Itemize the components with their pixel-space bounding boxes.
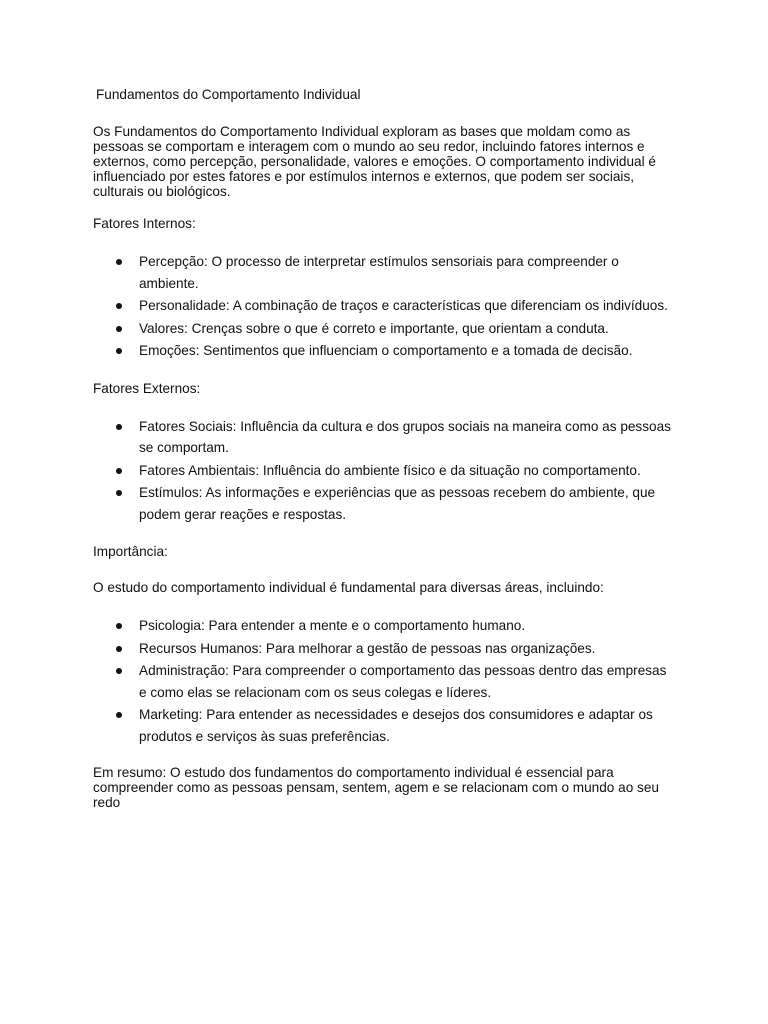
internal-factors-heading: Fatores Internos:: [93, 216, 196, 231]
list-item-text: Fatores Sociais: Influência da cultura e dos grupos sociais na maneira como as pessoas se comportam.: [139, 418, 671, 455]
list-item-text: Marketing: Para entender as necessidades e desejos dos consumidores e adaptar os produtos e serviços às suas preferências.: [139, 707, 653, 744]
list-item: [93, 482, 673, 525]
list-item: [93, 295, 673, 317]
importance-intro: O estudo do comportamento individual é fundamental para diversas áreas, incluindo:: [93, 580, 604, 595]
list-item-text: Fatores Ambientais: Influência do ambiente físico e da situação no comportamento.: [139, 462, 641, 478]
importance-heading: Importância:: [93, 544, 168, 559]
bullet-icon: [116, 326, 122, 332]
list-item-text: Administração: Para compreender o comportamento das pessoas dentro das empresas e como elas se relacionam com os seus colegas e líderes.: [139, 663, 667, 700]
document-title: Fundamentos do Comportamento Individual: [96, 87, 361, 102]
list-item-text: Valores: Crenças sobre o que é correto e importante, que orientam a conduta.: [139, 320, 609, 336]
bullet-icon: [116, 623, 122, 629]
list-item: [93, 615, 673, 637]
list-item: [93, 704, 673, 747]
bullet-icon: [116, 468, 122, 474]
document-page: [93, 86, 673, 826]
summary-paragraph: Em resumo: O estudo dos fundamentos do comportamento individual é essencial para compreender como as pessoas pensam, sentem, agem e se relacionam com o mundo ao seu redo: [93, 765, 659, 810]
bullet-icon: [116, 303, 122, 309]
bullet-icon: [116, 668, 122, 674]
bullet-icon: [116, 646, 122, 652]
bullet-icon: [116, 259, 122, 265]
list-item-text: Percepção: O processo de interpretar estímulos sensoriais para compreender o ambiente.: [139, 254, 619, 291]
list-item: [93, 460, 673, 482]
list-item-text: Emoções: Sentimentos que influenciam o comportamento e a tomada de decisão.: [139, 343, 633, 358]
list-item-text: Personalidade: A combinação de traços e características que diferenciam os indivíduos.: [139, 298, 668, 313]
bullet-icon: [116, 348, 122, 354]
bullet-icon: [116, 490, 122, 496]
list-item-text: Recursos Humanos: Para melhorar a gestão de pessoas nas organizações.: [139, 640, 596, 656]
list-item-text: Psicologia: Para entender a mente e o comportamento humano.: [139, 618, 526, 633]
list-item: [93, 638, 673, 660]
internal-factors-list: [93, 251, 673, 362]
list-item: [93, 318, 673, 340]
list-item: [93, 251, 673, 294]
list-item-text: Estímulos: As informações e experiências que as pessoas recebem do ambiente, que podem gerar reações e respostas.: [139, 485, 656, 522]
list-item: [93, 340, 673, 362]
importance-list: [93, 615, 673, 747]
external-factors-list: [93, 416, 673, 526]
list-item: [93, 660, 673, 703]
list-item: [93, 416, 673, 459]
bullet-icon: [116, 424, 122, 430]
bullet-icon: [116, 712, 122, 718]
intro-paragraph: Os Fundamentos do Comportamento Individual exploram as bases que moldam como as pessoas se comportam e interagem com o mundo ao seu redor, incluindo fatores internos e externos, como percepção, personalidade, valores e emoções. O comportamento individual é influenciado por estes fatores e por estímulos internos e externos, que podem ser sociais, culturais ou biológicos.: [93, 124, 656, 199]
external-factors-heading: Fatores Externos:: [93, 380, 201, 396]
